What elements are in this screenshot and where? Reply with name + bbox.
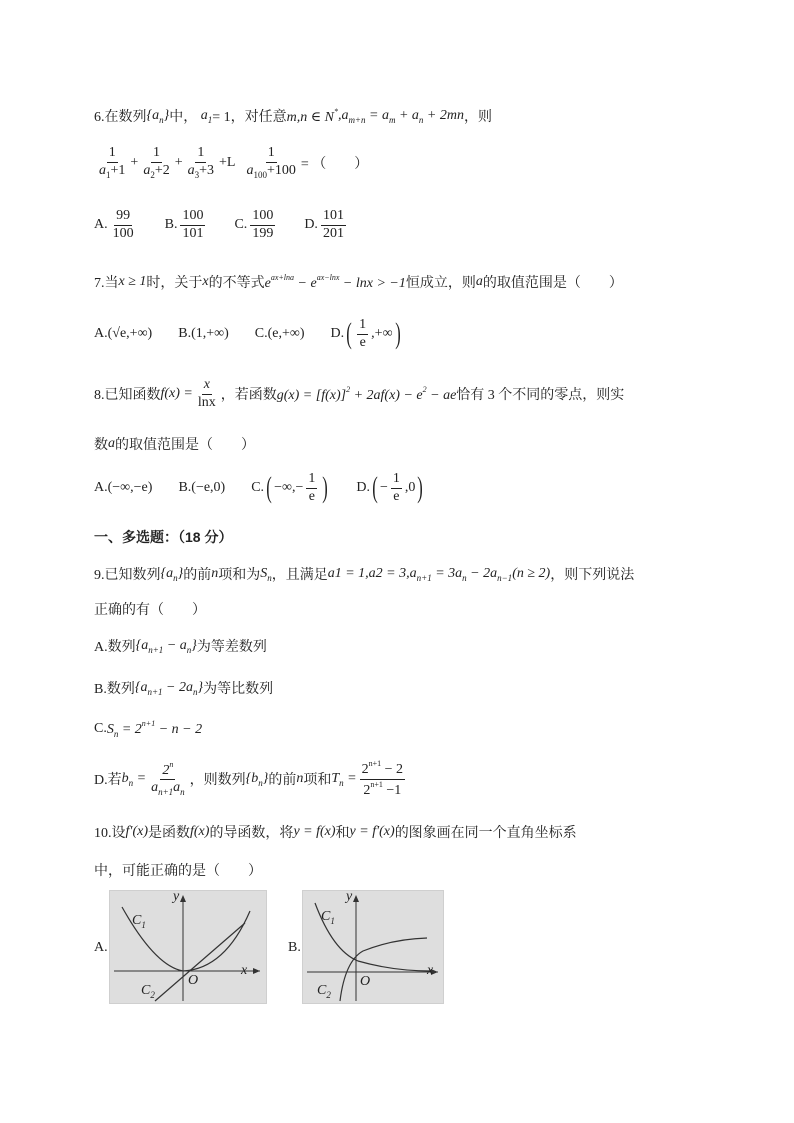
q8-option-a[interactable]: A. (−∞,−e)	[94, 480, 153, 496]
q6-a1: $a_1$	[200, 107, 213, 125]
graph-b-origin: O	[360, 974, 371, 989]
q8-line2: 数 a 的取值范围是（ ）	[94, 436, 255, 453]
q8-gx: $g(x) = [f(x)]^2 + 2af(x) - e^2$ − ae	[276, 384, 457, 403]
q7-option-a[interactable]: A. (√e,+∞)	[94, 326, 153, 342]
graph-b-x-label: x	[427, 963, 434, 978]
q9-condition: $a1 = 1,a2 = 3,a_{n+1} = 3a_n - 2a_{n-1}(n \ge 2)$	[327, 565, 551, 583]
q6-seq: $\{a_n\}$	[146, 107, 170, 125]
q8-fx: f(x) =	[160, 386, 193, 402]
q7-option-b[interactable]: B. (1,+∞)	[178, 326, 229, 342]
q8-options	[94, 472, 451, 504]
q8-line1: 8.已知函数 f(x) = $\frac{x}{\ln x}$ ，若函数 $g(x) = [f(x)]^2 + 2af(x) - e^2$ − ae 恰有 3 个不同的零点，则实	[94, 377, 625, 410]
graph-b-y-label: y	[346, 889, 353, 904]
q9-line2: 正确的有（ ）	[94, 603, 206, 618]
q8-option-b[interactable]: B. (−e,0)	[178, 480, 226, 496]
q6-term-2: $\frac{1}{a_2+2}$	[143, 145, 170, 180]
q6-term-last: $\frac{1}{a_{100}+100}$	[246, 145, 296, 180]
q7-options	[94, 318, 429, 350]
q7-cond: x ≥ 1	[118, 274, 147, 289]
q10-option-b-label[interactable]: B.	[288, 940, 301, 955]
q7-inequality: $e^{ax+lna} - e^{ax-lnx} - \ln x > -1$	[264, 272, 406, 291]
graph-a-line-c2	[155, 923, 248, 1001]
q9-option-c[interactable]: C. $S_n = 2^{n+1} - n - 2$	[94, 719, 203, 739]
q6-dots: +L	[219, 155, 236, 171]
graph-a-origin: O	[188, 973, 199, 988]
q8-frac: $\frac{x}{\ln x}$	[197, 377, 216, 410]
q6-options	[94, 209, 375, 241]
graph-b-y-arrow	[353, 895, 359, 902]
q7-option-c[interactable]: C. (e,+∞)	[254, 326, 305, 342]
q6-option-a[interactable]: A. $\frac{99}{100}$	[94, 208, 134, 241]
q10-line1: 10.设 f′(x) 是函数 f(x) 的导函数，将 y = f(x) 和 y = f′(x) 的图象画在同一个直角坐标系	[94, 824, 577, 841]
graph-a-x-label: x	[241, 963, 248, 978]
q7-line1: 7.当 x ≥ 1 时，关于 x 的不等式 $e^{ax+lna} - e^{ax-lnx} - \ln x > -1$ 恒成立，则 a 的取值范围是（ ）	[94, 272, 623, 291]
graph-a-y-arrow	[180, 895, 186, 902]
q9-line1: 9.已知数列 $\{a_n\}$ 的前 n 项和为 $S_n$ ，且满足 $a1 = 1,a2 = 3,a_{n+1} = 3a_n - 2a_{n-1}(n \ge 2)$ ，则下列说法	[94, 565, 635, 583]
q6-option-b[interactable]: B. $\frac{100}{101}$	[164, 208, 204, 241]
graph-a-y-label: y	[173, 889, 180, 904]
q10-option-a-label[interactable]: A.	[94, 940, 108, 955]
q9-option-b[interactable]: B.数列 $\{a_{n+1} - 2a_n\}$ 为等比数列	[94, 679, 274, 697]
graph-a-c2-label: $C_2$	[141, 983, 155, 1000]
q6-option-d[interactable]: D. $\frac{101}{201}$	[304, 208, 344, 241]
section-heading: 一、多选题：（18 分）	[94, 529, 233, 545]
q6-equals: = （ ）	[300, 157, 369, 173]
q8-option-d[interactable]: D. ( − $\frac{1}{e}$ ,0 )	[356, 471, 424, 505]
q10-graph-a[interactable]	[109, 890, 267, 1004]
q6-mid: 中，	[169, 110, 198, 125]
q10-graph-b[interactable]	[302, 890, 444, 1004]
q6-term-1: $\frac{1}{a_1+1}$	[99, 145, 126, 180]
q7-option-d[interactable]: D. ( $\frac{1}{e}$ ,+∞ )	[330, 317, 401, 351]
graph-a-c1-label: $C_1$	[132, 913, 146, 930]
q10-line2: 中，可能正确的是（ ）	[94, 864, 262, 879]
q6-rule: $,a_{m+n} = a_m + a_n + 2mn$	[337, 107, 464, 125]
q9-option-a[interactable]: A.数列 $\{a_{n+1} - a_n\}$ 为等差数列	[94, 637, 267, 655]
graph-a-x-arrow	[253, 968, 260, 974]
q6-eq1: = 1，对任意	[212, 110, 287, 125]
q6-head: 6.在数列	[94, 110, 147, 125]
graph-b-c2-label: $C_2$	[317, 983, 331, 1000]
q6-term-3: $\frac{1}{a_3+3}$	[187, 145, 215, 180]
q6-line2: $\frac{1}{a_1+1}$ + $\frac{1}{a_2+2}$ + $\frac{1}{a_3+3}$ +L $\frac{1}{a_{100}+100}$ = （ ）	[99, 145, 369, 180]
q8-option-c[interactable]: C. ( −∞,− $\frac{1}{e}$ )	[251, 471, 329, 505]
graph-b-curve-c2	[340, 938, 427, 1001]
graph-b-c1-label: $C_1$	[321, 909, 335, 926]
q6-line1	[94, 106, 492, 126]
q9-option-d[interactable]: D.若 $b_n$ = $\frac{2^n}{a_{n+1}a_n}$ ，则数列 $\{b_n\}$ 的前 n 项和 $T_n$ = $\frac{2^{n+1} - 2}{2^{n+1} -1}$	[94, 759, 404, 798]
q6-then: ，则	[463, 110, 492, 125]
q6-option-c[interactable]: C. $\frac{100}{199}$	[234, 208, 274, 241]
q6-mn: m,n ∈ N*	[286, 106, 338, 125]
